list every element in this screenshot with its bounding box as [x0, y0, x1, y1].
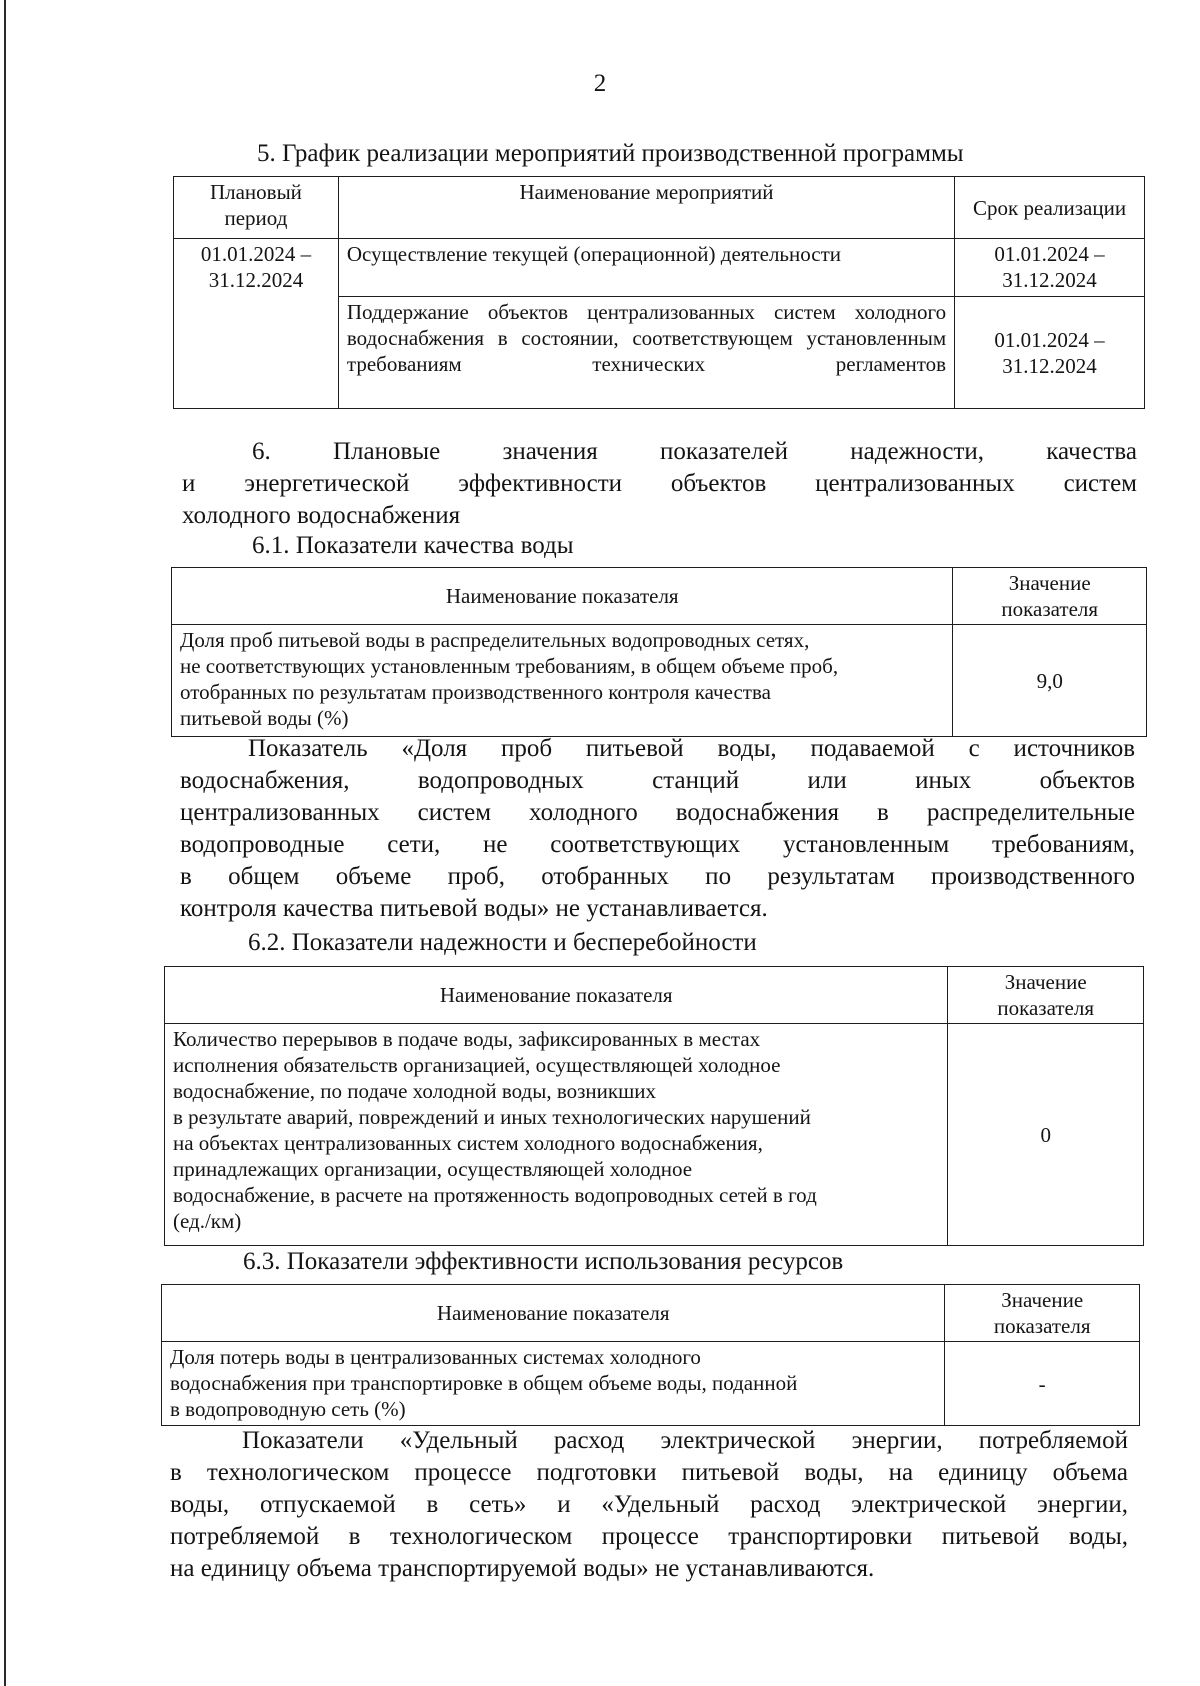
indicator-value-cell: 9,0 — [953, 625, 1147, 737]
paragraph-line: Показатель «Доля проб питьевой воды, подаваемой с источников — [248, 735, 1135, 762]
indicator-line: Доля потерь воды в централизованных системах холодного — [170, 1345, 701, 1369]
header-indicator-value: Значение показателя — [948, 967, 1144, 1024]
indicator-line: в результате аварий, повреждений и иных технологических нарушений — [173, 1105, 811, 1129]
header-term: Срок реализации — [955, 177, 1145, 239]
indicator-line: Количество перерывов в подаче воды, зафиксированных в местах — [173, 1027, 761, 1051]
paragraph-quality-note — [180, 733, 1135, 925]
efficiency-table — [161, 1284, 1140, 1426]
indicator-line: отобранных по результатам производственного контроля качества — [180, 680, 771, 704]
paragraph-line: потребляемой в технологическом процессе транспортировки питьевой воды, — [170, 1523, 1128, 1550]
section6-line: 6. Плановые значения показателей надежности, качества — [252, 438, 1137, 465]
indicator-line: исполнения обязательств организацией, осуществляющей холодное — [173, 1053, 781, 1077]
indicator-name-cell — [172, 625, 953, 737]
section6-2-title: 6.2. Показатели надежности и бесперебойности — [248, 929, 757, 956]
header-indicator-name: Наименование показателя — [162, 1285, 945, 1342]
header-period: Плановый период — [174, 177, 339, 239]
activity-cell: Поддержание объектов централизованных систем холодного водоснабжения в состоянии, соответствующем установленным требованиям технических регламентов — [338, 297, 954, 409]
quality-table — [171, 567, 1147, 737]
indicator-line: принадлежащих организации, осуществляющей холодное — [173, 1157, 693, 1181]
scan-edge-line — [4, 0, 6, 1686]
term-cell: 01.01.2024 – 31.12.2024 — [955, 297, 1145, 409]
indicator-line: водоснабжение, в расчете на протяженность водопроводных сетей в год — [173, 1183, 817, 1207]
reliability-table — [164, 966, 1144, 1246]
indicator-name-cell — [165, 1024, 948, 1246]
section6-line: и энергетической эффективности объектов централизованных систем — [182, 470, 1137, 497]
header-indicator-name: Наименование показателя — [172, 568, 953, 625]
table-row — [165, 1024, 1144, 1246]
paragraph-energy-note — [170, 1425, 1128, 1585]
indicator-line: не соответствующих установленным требованиям, в общем объеме проб, — [180, 654, 839, 678]
quality-header-row — [172, 568, 1147, 625]
header-indicator-value: Значение показателя — [953, 568, 1147, 625]
paragraph-line: в общем объеме проб, отобранных по результатам производственного — [180, 863, 1135, 890]
indicator-line: в водопроводную сеть (%) — [170, 1397, 406, 1421]
table-row — [172, 625, 1147, 737]
indicator-name-cell — [162, 1342, 945, 1426]
header-indicator-name: Наименование показателя — [165, 967, 948, 1024]
paragraph-line: водопроводные сети, не соответствующих установленным требованиям, — [180, 831, 1135, 858]
indicator-line: Доля проб питьевой воды в распределительных водопроводных сетях, — [180, 628, 810, 652]
paragraph-line: Показатели «Удельный расход электрической энергии, потребляемой — [242, 1427, 1128, 1454]
indicator-value-cell: - — [945, 1342, 1140, 1426]
section6-heading — [182, 436, 1137, 532]
paragraph-line: контроля качества питьевой воды» не устанавливается. — [180, 895, 768, 922]
header-activity: Наименование мероприятий — [338, 177, 954, 239]
activity-cell: Осуществление текущей (операционной) деятельности — [338, 239, 954, 297]
section6-3-title: 6.3. Показатели эффективности использования ресурсов — [243, 1248, 844, 1275]
efficiency-header-row — [162, 1285, 1140, 1342]
indicator-line: на объектах централизованных систем холодного водоснабжения, — [173, 1131, 763, 1155]
section5-title: 5. График реализации мероприятий производственной программы — [257, 140, 964, 167]
reliability-header-row — [165, 967, 1144, 1024]
indicator-line: водоснабжения при транспортировке в общем объеме воды, поданной — [170, 1371, 798, 1395]
paragraph-line: воды, отпускаемой в сеть» и «Удельный расход электрической энергии, — [170, 1491, 1128, 1518]
section6-line: холодного водоснабжения — [182, 502, 461, 529]
schedule-table — [173, 176, 1145, 409]
table-row — [174, 239, 1145, 297]
indicator-line: питьевой воды (%) — [180, 706, 349, 730]
page-number: 2 — [593, 70, 607, 97]
indicator-value-cell: 0 — [948, 1024, 1144, 1246]
schedule-header-row — [174, 177, 1145, 239]
header-indicator-value: Значение показателя — [945, 1285, 1140, 1342]
period-cell: 01.01.2024 – 31.12.2024 — [174, 239, 339, 409]
paragraph-line: централизованных систем холодного водоснабжения в распределительные — [180, 799, 1135, 826]
section6-1-title: 6.1. Показатели качества воды — [252, 532, 574, 559]
term-cell: 01.01.2024 – 31.12.2024 — [955, 239, 1145, 297]
indicator-line: водоснабжение, по подаче холодной воды, возникших — [173, 1079, 657, 1103]
paragraph-line: в технологическом процессе подготовки питьевой воды, на единицу объема — [170, 1459, 1128, 1486]
paragraph-line: на единицу объема транспортируемой воды» не устанавливаются. — [170, 1555, 875, 1582]
table-row — [162, 1342, 1140, 1426]
indicator-line: (ед./км) — [173, 1209, 242, 1233]
paragraph-line: водоснабжения, водопроводных станций или иных объектов — [180, 767, 1135, 794]
